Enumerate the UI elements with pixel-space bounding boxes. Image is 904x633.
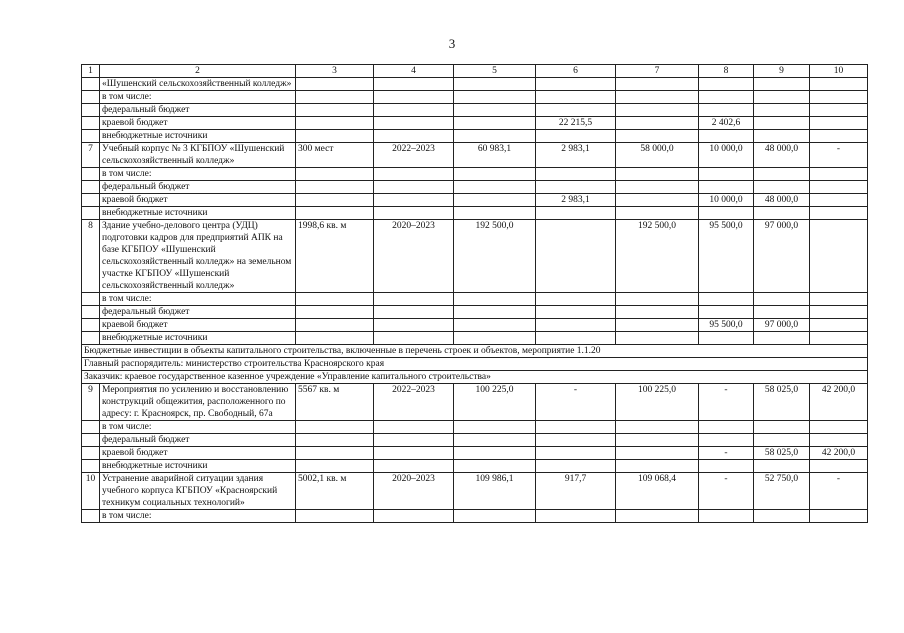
section-heading: Заказчик: краевое государственное казенное учреждение «Управление капитального строительства» (82, 371, 868, 384)
table-cell (536, 91, 616, 104)
table-cell (810, 421, 868, 434)
table-cell (536, 447, 616, 460)
table-cell: внебюджетные источники (100, 460, 296, 473)
table-cell (82, 130, 100, 143)
table-cell (616, 306, 699, 319)
table-cell: 42 200,0 (810, 447, 868, 460)
table-cell: краевой бюджет (100, 319, 296, 332)
table-row (82, 293, 868, 306)
table-cell (810, 207, 868, 220)
table-cell (296, 434, 374, 447)
table-cell (296, 510, 374, 523)
table-cell (82, 293, 100, 306)
table-cell (616, 447, 699, 460)
table-row (82, 319, 868, 332)
table-row (82, 117, 868, 130)
table-cell: 109 068,4 (616, 473, 699, 510)
table-cell (699, 434, 754, 447)
table-cell: 10 000,0 (699, 143, 754, 168)
table-cell (454, 207, 536, 220)
table-cell: 192 500,0 (454, 220, 536, 293)
table-row (82, 220, 868, 293)
table-cell (374, 293, 454, 306)
table-cell (699, 168, 754, 181)
table-cell: 95 500,0 (699, 319, 754, 332)
table-cell: 42 200,0 (810, 384, 868, 421)
table-cell (536, 319, 616, 332)
table-cell (454, 447, 536, 460)
page-number: 3 (448, 36, 456, 51)
table-cell (454, 293, 536, 306)
table-cell (454, 181, 536, 194)
table-cell (810, 293, 868, 306)
table-cell: Устранение аварийной ситуации здания учебного корпуса КГБПОУ «Красноярский техникум социальных технологий» (100, 473, 296, 510)
table-cell: в том числе: (100, 91, 296, 104)
table-cell: 58 000,0 (616, 143, 699, 168)
table-cell: внебюджетные источники (100, 332, 296, 345)
table-cell (374, 104, 454, 117)
table-cell: федеральный бюджет (100, 306, 296, 319)
table-cell (616, 181, 699, 194)
table-cell (616, 117, 699, 130)
table-cell: 917,7 (536, 473, 616, 510)
table-cell: 60 983,1 (454, 143, 536, 168)
column-number: 1 (82, 65, 100, 78)
table-cell (536, 181, 616, 194)
table-cell (536, 421, 616, 434)
table-cell (374, 130, 454, 143)
table-cell: Мероприятия по усилению и восстановлению конструкций общежития, расположенного по адресу: г. Красноярск, пр. Свободный, 67а (100, 384, 296, 421)
table-cell (616, 168, 699, 181)
table-row (82, 91, 868, 104)
column-number: 2 (100, 65, 296, 78)
table-cell (810, 168, 868, 181)
table-cell: 48 000,0 (754, 143, 810, 168)
table-cell (374, 319, 454, 332)
table-cell: - (699, 473, 754, 510)
table-row (82, 207, 868, 220)
table-cell (454, 510, 536, 523)
table-cell: - (810, 143, 868, 168)
section-heading-row (82, 345, 868, 358)
table-cell (374, 194, 454, 207)
table-cell: 22 215,5 (536, 117, 616, 130)
table-cell (82, 447, 100, 460)
table-cell (754, 293, 810, 306)
table-row (82, 143, 868, 168)
table-cell (454, 91, 536, 104)
table-cell: 8 (82, 220, 100, 293)
table-cell (616, 460, 699, 473)
table-cell: 2 983,1 (536, 194, 616, 207)
table-cell (296, 91, 374, 104)
table-row (82, 384, 868, 421)
table-cell (754, 207, 810, 220)
table-cell (536, 460, 616, 473)
table-row (82, 510, 868, 523)
table-cell (754, 181, 810, 194)
table-cell: 97 000,0 (754, 220, 810, 293)
table-cell: 58 025,0 (754, 384, 810, 421)
table-row (82, 434, 868, 447)
table-row (82, 460, 868, 473)
table-cell (454, 434, 536, 447)
table-cell: 1998,6 кв. м (296, 220, 374, 293)
table-cell: 192 500,0 (616, 220, 699, 293)
table-cell (754, 117, 810, 130)
table-cell (616, 104, 699, 117)
table-cell (810, 434, 868, 447)
table-cell (374, 91, 454, 104)
table-cell: 9 (82, 384, 100, 421)
table-cell: в том числе: (100, 421, 296, 434)
table-cell (699, 510, 754, 523)
table-cell (296, 117, 374, 130)
table-cell (699, 207, 754, 220)
table-cell (754, 130, 810, 143)
table-cell: краевой бюджет (100, 194, 296, 207)
table-cell (754, 460, 810, 473)
table-cell (699, 460, 754, 473)
table-cell (536, 332, 616, 345)
table-cell (699, 104, 754, 117)
table-cell (754, 78, 810, 91)
table-cell (374, 117, 454, 130)
table-cell (810, 181, 868, 194)
table-cell (536, 104, 616, 117)
table-cell (810, 130, 868, 143)
table-cell (296, 319, 374, 332)
table-cell (296, 306, 374, 319)
table-row (82, 473, 868, 510)
table-cell: - (699, 384, 754, 421)
table-cell (82, 168, 100, 181)
table-cell (699, 130, 754, 143)
investment-table (81, 64, 868, 523)
table-cell (536, 78, 616, 91)
table-cell (810, 319, 868, 332)
table-cell (296, 293, 374, 306)
table-cell (810, 78, 868, 91)
section-heading-row (82, 371, 868, 384)
table-cell (374, 332, 454, 345)
table-cell (454, 168, 536, 181)
table-cell (536, 434, 616, 447)
table-cell: федеральный бюджет (100, 104, 296, 117)
section-heading-row (82, 358, 868, 371)
column-number: 10 (810, 65, 868, 78)
table-cell (374, 168, 454, 181)
table-cell (810, 104, 868, 117)
table-cell (82, 117, 100, 130)
table-cell (82, 434, 100, 447)
table-cell (296, 421, 374, 434)
column-number: 8 (699, 65, 754, 78)
table-cell: 97 000,0 (754, 319, 810, 332)
table-cell (82, 319, 100, 332)
table-cell (810, 117, 868, 130)
table-cell (536, 306, 616, 319)
table-cell: - (810, 473, 868, 510)
table-cell (454, 421, 536, 434)
table-cell: 7 (82, 143, 100, 168)
table-cell: в том числе: (100, 510, 296, 523)
table-cell (454, 130, 536, 143)
table-cell: федеральный бюджет (100, 181, 296, 194)
table-cell (82, 104, 100, 117)
table-cell: Учебный корпус № 3 КГБПОУ «Шушенский сельскохозяйственный колледж» (100, 143, 296, 168)
column-number-row (82, 65, 868, 78)
column-number: 6 (536, 65, 616, 78)
table-cell (616, 434, 699, 447)
table-cell: 2020–2023 (374, 220, 454, 293)
table-cell: - (699, 447, 754, 460)
table-cell (296, 168, 374, 181)
table-cell: «Шушенский сельскохозяйственный колледж» (100, 78, 296, 91)
table-cell (454, 117, 536, 130)
table-cell (374, 78, 454, 91)
table-cell (754, 332, 810, 345)
table-cell (810, 510, 868, 523)
column-number: 3 (296, 65, 374, 78)
table-cell (699, 306, 754, 319)
table-cell: 2020–2023 (374, 473, 454, 510)
table-cell (754, 168, 810, 181)
table-cell (699, 293, 754, 306)
column-number: 4 (374, 65, 454, 78)
table-cell (699, 181, 754, 194)
table-cell (754, 510, 810, 523)
section-heading: Главный распорядитель: министерство строительства Красноярского края (82, 358, 868, 371)
table-cell (616, 319, 699, 332)
table-cell (754, 421, 810, 434)
table-cell: - (536, 384, 616, 421)
table-cell: федеральный бюджет (100, 434, 296, 447)
table-cell (296, 447, 374, 460)
table-cell (536, 130, 616, 143)
table-cell: 100 225,0 (616, 384, 699, 421)
table-cell (616, 332, 699, 345)
table-cell (616, 421, 699, 434)
table-cell: 2022–2023 (374, 384, 454, 421)
table-row (82, 104, 868, 117)
table-cell: 48 000,0 (754, 194, 810, 207)
table-cell (82, 332, 100, 345)
table-cell: в том числе: (100, 168, 296, 181)
table-cell: Здание учебно-делового центра (УДЦ) подготовки кадров для предприятий АПК на базе КГБПОУ «Шушенский сельскохозяйственный колледж» на земельном участке КГБПОУ «Шушенский сельскохозяйственный колледж» (100, 220, 296, 293)
table-cell (82, 460, 100, 473)
table-cell (374, 434, 454, 447)
table-cell: внебюджетные источники (100, 130, 296, 143)
table-cell (454, 332, 536, 345)
table-row (82, 447, 868, 460)
table-cell (374, 510, 454, 523)
table-cell: краевой бюджет (100, 447, 296, 460)
table-cell (454, 306, 536, 319)
table-cell (296, 194, 374, 207)
table-cell (616, 293, 699, 306)
table-cell: 95 500,0 (699, 220, 754, 293)
table-cell: 10 000,0 (699, 194, 754, 207)
table-cell (754, 306, 810, 319)
table-cell: 52 750,0 (754, 473, 810, 510)
table-row (82, 306, 868, 319)
table-row (82, 421, 868, 434)
table-cell (296, 207, 374, 220)
table-cell (616, 510, 699, 523)
table-cell: 2 983,1 (536, 143, 616, 168)
table-cell (296, 78, 374, 91)
table-cell (810, 220, 868, 293)
section-heading: Бюджетные инвестиции в объекты капитального строительства, включенные в перечень строек и объектов, мероприятие 1.1.20 (82, 345, 868, 358)
table-cell (296, 181, 374, 194)
table-cell (296, 104, 374, 117)
table-cell (536, 293, 616, 306)
table-cell: 58 025,0 (754, 447, 810, 460)
table-cell (699, 421, 754, 434)
table-cell (82, 510, 100, 523)
table-cell (374, 421, 454, 434)
table-cell (374, 447, 454, 460)
table-cell (454, 319, 536, 332)
table-cell: 2 402,6 (699, 117, 754, 130)
table-cell: 5002,1 кв. м (296, 473, 374, 510)
table-cell (810, 306, 868, 319)
table-cell (616, 130, 699, 143)
table-cell (810, 332, 868, 345)
table-row (82, 78, 868, 91)
table-cell: 100 225,0 (454, 384, 536, 421)
table-cell (536, 510, 616, 523)
table-cell: краевой бюджет (100, 117, 296, 130)
table-row (82, 181, 868, 194)
table-cell (454, 194, 536, 207)
table-row (82, 194, 868, 207)
column-number: 5 (454, 65, 536, 78)
table-cell: 300 мест (296, 143, 374, 168)
table-cell (82, 91, 100, 104)
column-number: 9 (754, 65, 810, 78)
table-cell: 109 986,1 (454, 473, 536, 510)
table-cell (82, 207, 100, 220)
table-row (82, 168, 868, 181)
table-cell (374, 306, 454, 319)
table-cell (296, 332, 374, 345)
table-cell: внебюджетные источники (100, 207, 296, 220)
table-cell: в том числе: (100, 293, 296, 306)
table-cell (536, 168, 616, 181)
table-cell (616, 91, 699, 104)
table-cell (810, 460, 868, 473)
table-cell (374, 460, 454, 473)
table-cell (454, 104, 536, 117)
table-cell (699, 91, 754, 104)
table-cell (454, 460, 536, 473)
table-cell (82, 306, 100, 319)
table-cell (296, 460, 374, 473)
table-cell (616, 78, 699, 91)
table-cell (536, 220, 616, 293)
table-cell (754, 91, 810, 104)
table-cell (699, 332, 754, 345)
table-cell (699, 78, 754, 91)
table-cell (374, 207, 454, 220)
table-cell (454, 78, 536, 91)
table-cell (536, 207, 616, 220)
table-cell: 10 (82, 473, 100, 510)
table-cell (82, 181, 100, 194)
table-cell: 5567 кв. м (296, 384, 374, 421)
table-cell (810, 194, 868, 207)
table-cell (754, 104, 810, 117)
table-cell (374, 181, 454, 194)
table-cell (754, 434, 810, 447)
table-cell (82, 421, 100, 434)
table-cell (82, 78, 100, 91)
table-cell (616, 207, 699, 220)
table-cell (82, 194, 100, 207)
table-cell: 2022–2023 (374, 143, 454, 168)
table-cell (810, 91, 868, 104)
table-row (82, 130, 868, 143)
table-row (82, 332, 868, 345)
table-cell (616, 194, 699, 207)
table-cell (296, 130, 374, 143)
column-number: 7 (616, 65, 699, 78)
